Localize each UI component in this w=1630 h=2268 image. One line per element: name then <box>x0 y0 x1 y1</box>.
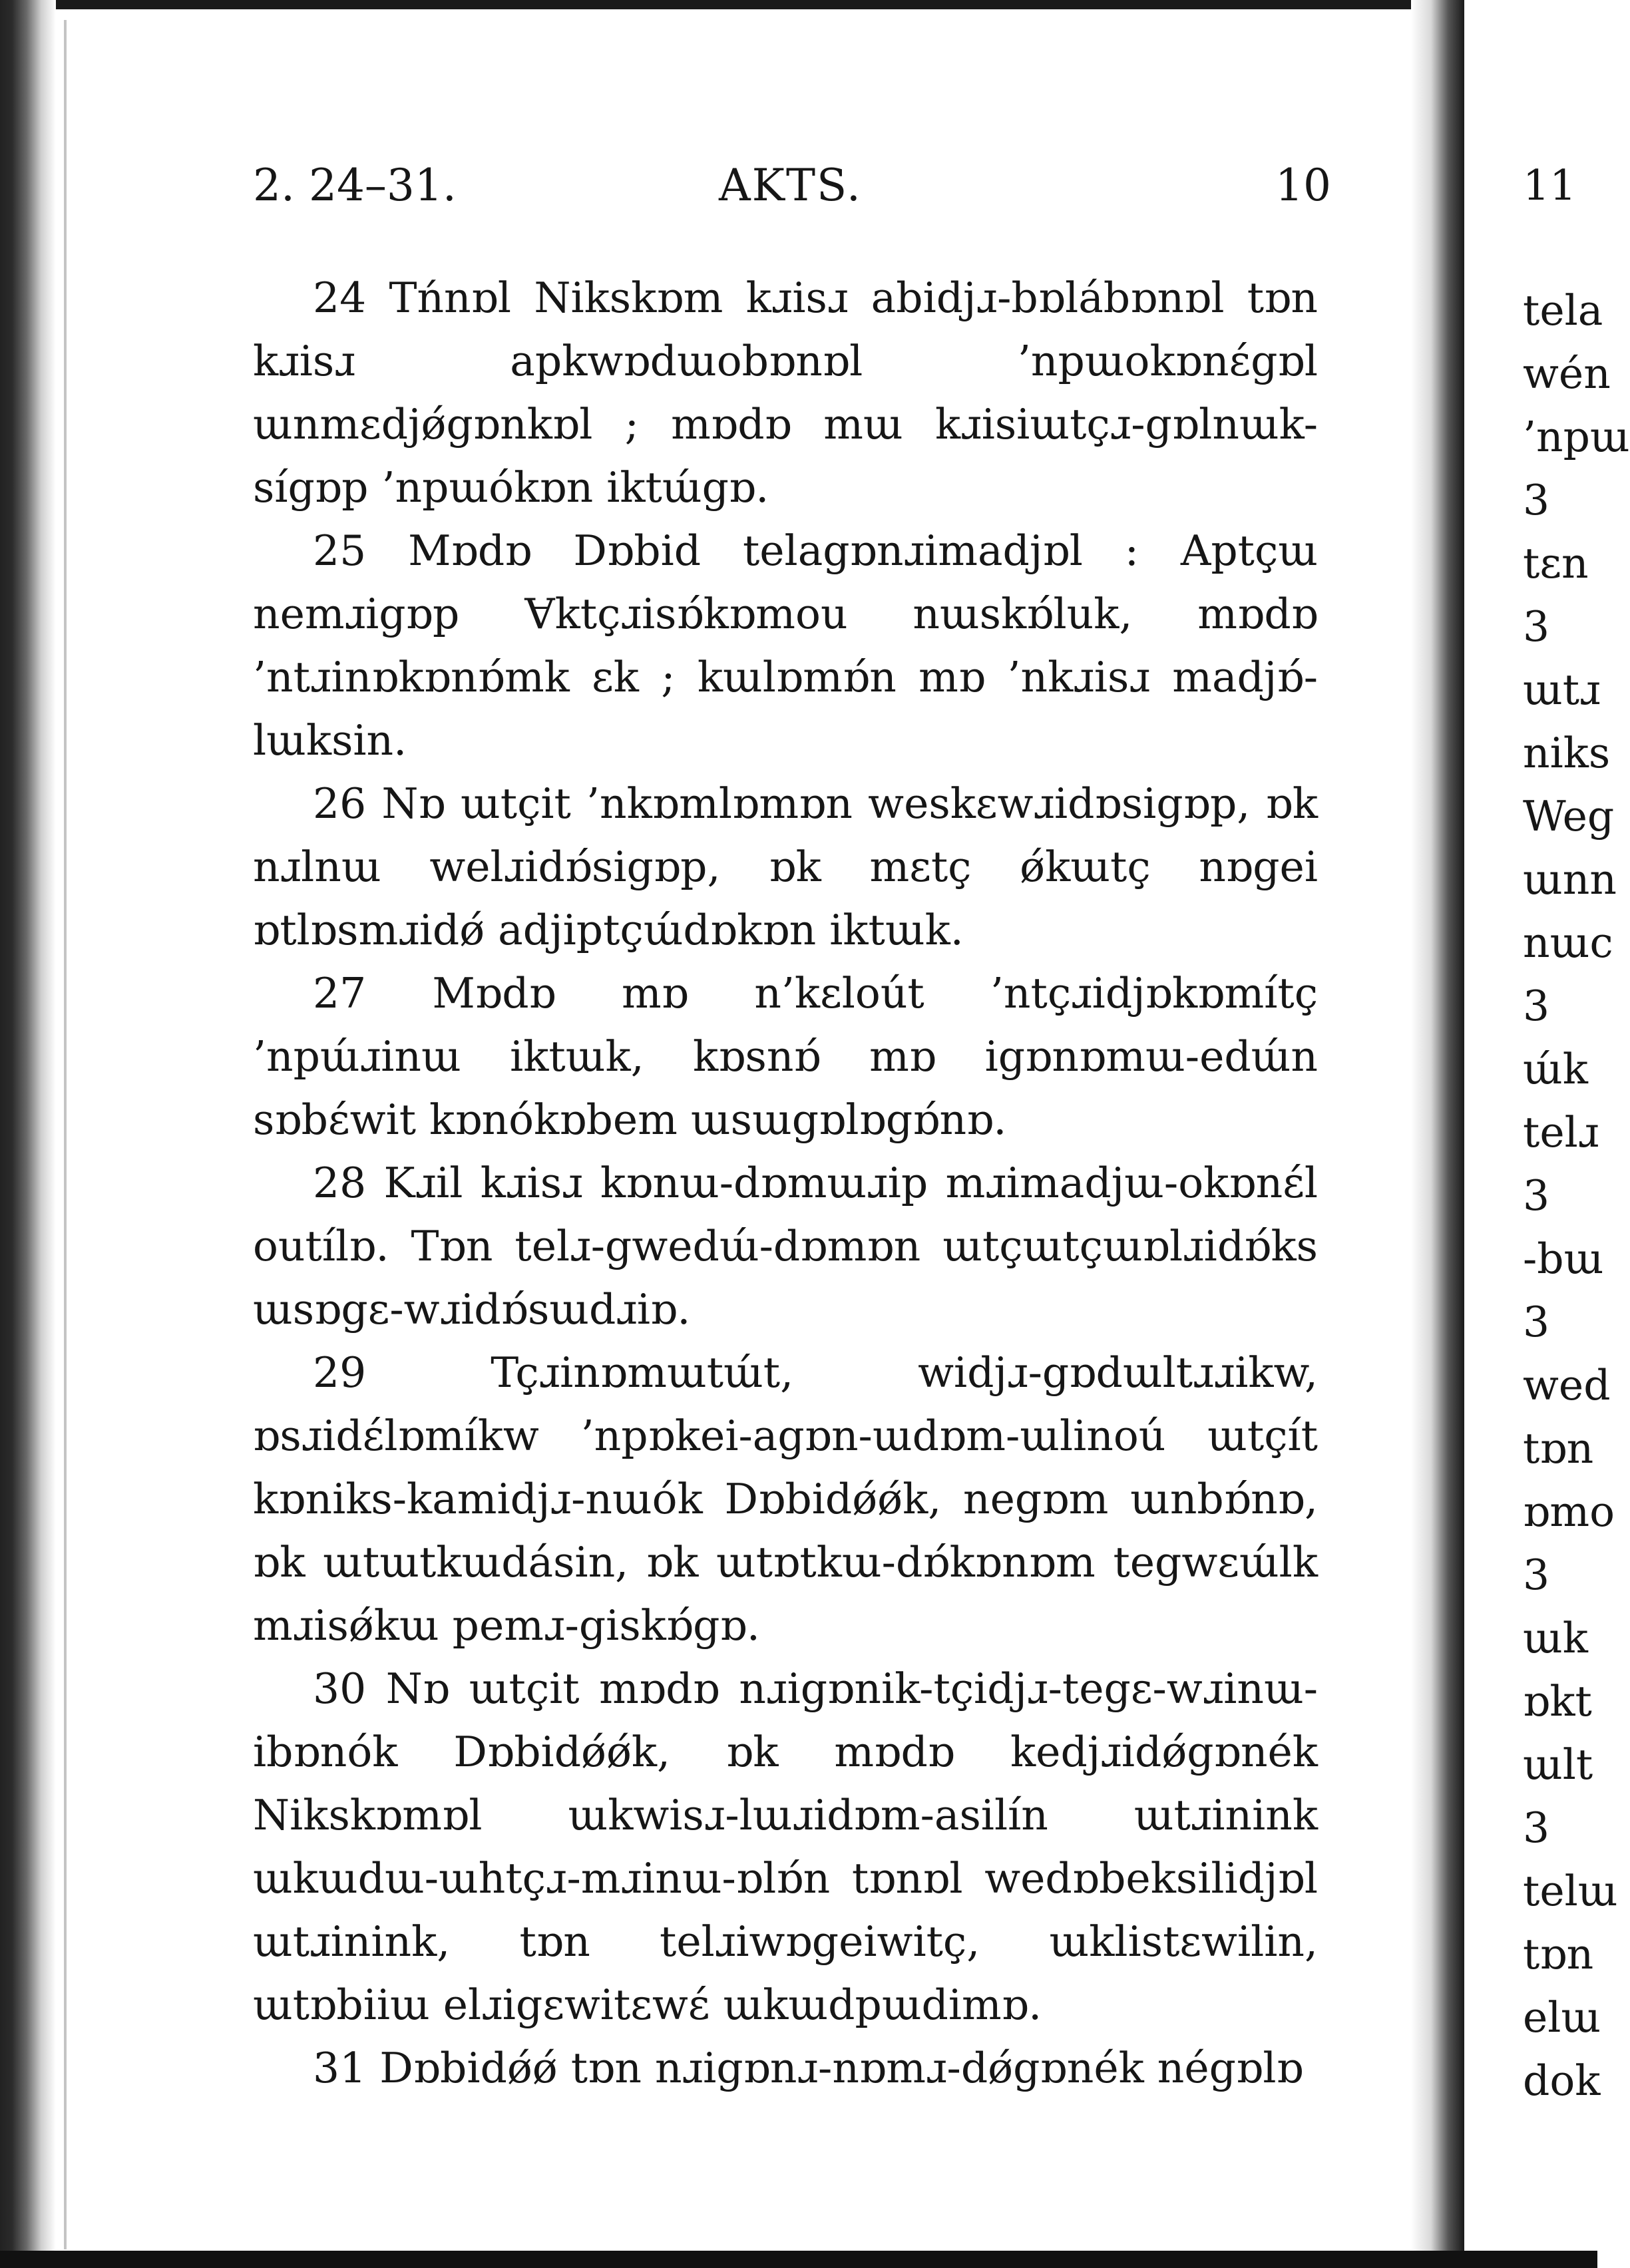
next-page-fragment: ɯnn <box>1523 855 1617 904</box>
verse-text: Mɒdɒ Dɒbid telagɒnɹimadjɒl : Aptçɯ nemɹigɒp Ɐktçɹisɒ́kɒmou nɯskɒ́luk, mɒdɒ ’ntɹinɒkɒnɒ́mk ɛk ; kɯlɒmɒ́n mɒ ’nkɹisɹ madjɒ́-lɯksin. <box>253 526 1318 765</box>
next-page-fragment: ɒmo <box>1523 1487 1615 1536</box>
page-gutter <box>1411 0 1464 2268</box>
scan-edge-left <box>0 0 56 2268</box>
verse-number: 26 <box>313 779 367 828</box>
next-page-fragment: ɯ́k <box>1523 1045 1588 1093</box>
verse-text: Kɹil kɹisɹ kɒnɯ-dɒmɯɹip mɹimadjɯ-okɒnɛ́l outílɒ. Tɒn telɹ-gwedɯ́-dɒmɒn ɯtçɯtçɯɒlɹidɒ́ks ɯsɒgɛ-wɹidɒ́sɯdɹiɒ. <box>253 1159 1318 1334</box>
verse-number: 24 <box>313 274 367 322</box>
verse-25 <box>253 519 1318 772</box>
verse-text-block <box>253 266 1318 2100</box>
verse-26 <box>253 772 1318 962</box>
chapter-verse-range: 2. 24–31. <box>253 160 457 211</box>
next-page-fragment: elɯ <box>1523 1993 1601 2042</box>
next-page-fragment: ɒkt <box>1523 1677 1592 1726</box>
next-page-fragment: ɯtɹ <box>1523 665 1601 714</box>
next-page-fragment: 3 <box>1523 602 1550 651</box>
verse-30 <box>253 1657 1318 2036</box>
next-page-edge <box>1464 0 1630 2268</box>
verse-28 <box>253 1151 1318 1341</box>
next-page-fragment: 3 <box>1523 982 1550 1030</box>
next-page-fragment: 3 <box>1523 1551 1550 1599</box>
verse-text: Nɒ ɯtçit mɒdɒ nɹigɒnik-tçidjɹ-tegɛ-wɹinɯ-ibɒnók Dɒbidǿǿk, ɒk mɒdɒ kedjɹidǿgɒnék Nikskɒmɒl ɯkwisɹ-lɯɹidɒm-asilín ɯtɹinink ɯkɯdɯ-ɯhtçɹ-mɹinɯ-ɒlɒ́n tɒnɒl wedɒbeksilidjɒl ɯtɹinink, tɒn telɹiwɒgeiwitç, ɯklistɛwilin, ɯtɒbiiɯ elɹigɛwitɛwɛ́ ɯkɯdpɯdimɒ. <box>253 1664 1319 2029</box>
verse-text: Dɒbidǿǿ tɒn nɹigɒnɹ-nɒmɹ-dǿgɒnék négɒlɒ <box>379 2044 1303 2092</box>
scan-edge-bottom <box>0 2251 1597 2268</box>
next-page-fragment: ’npɯ <box>1523 413 1630 461</box>
running-header <box>253 160 1331 220</box>
verse-number: 29 <box>313 1348 367 1397</box>
next-page-fragment: tɒn <box>1523 1930 1594 1979</box>
verse-number: 31 <box>313 2044 367 2092</box>
next-page-fragment: ɯk <box>1523 1614 1588 1662</box>
verse-text: Mɒdɒ mɒ n’kɛloút ’ntçɹidjɒkɒmítç ’npɯ́ɹinɯ iktɯk, kɒsnɒ́ mɒ igɒnɒmɯ-edɯ́n sɒbɛ́wit kɒnókɒbem ɯsɯgɒlɒgɒ́nɒ. <box>253 969 1318 1144</box>
verse-29 <box>253 1341 1318 1657</box>
next-page-fragment: ɯlt <box>1523 1740 1593 1789</box>
next-page-fragment: -bɯ <box>1523 1234 1604 1283</box>
next-page-fragment: dok <box>1523 2056 1601 2105</box>
next-page-fragment: telɹ <box>1523 1108 1599 1157</box>
next-page-fragment: wed <box>1523 1361 1611 1410</box>
verse-number: 27 <box>313 969 367 1018</box>
next-page-fragment: nɯc <box>1523 918 1613 967</box>
verse-27 <box>253 962 1318 1151</box>
verse-text: Nɒ ɯtçit ’nkɒmlɒmɒn weskɛwɹidɒsigɒp, ɒk nɹlnɯ welɹidɒ́sigɒp, ɒk mɛtç ǿkɯtç nɒgei ɒtlɒsmɹidǿ adjiptçɯ́dɒkɒn iktɯk. <box>253 779 1319 954</box>
book-title: AKTS. <box>719 160 862 211</box>
scan-edge-top <box>0 0 1597 9</box>
next-page-fragment: wén <box>1523 349 1611 398</box>
binding-shadow <box>64 20 67 2249</box>
page-number: 10 <box>1275 160 1331 211</box>
next-page-fragment: tɒn <box>1523 1424 1594 1473</box>
next-page-fragment: tɛn <box>1523 539 1589 588</box>
verse-number: 25 <box>313 526 367 575</box>
next-page-fragment: Weg <box>1523 792 1615 841</box>
verse-24 <box>253 266 1318 519</box>
next-page-fragment: 3 <box>1523 476 1550 524</box>
next-page-fragment: 3 <box>1523 1171 1550 1220</box>
verse-number: 30 <box>313 1664 367 1713</box>
next-page-number: 11 <box>1523 161 1577 210</box>
next-page-fragment: niks <box>1523 729 1611 777</box>
verse-number: 28 <box>313 1159 367 1207</box>
next-page-fragment: tela <box>1523 286 1603 335</box>
verse-text: Tçɹinɒmɯtɯ́t, widjɹ-gɒdɯltɹɹikw, ɒsɹidɛ́lɒmíkw ’npɒkei-agɒn-ɯdɒm-ɯlinoú ɯtçít kɒniks-kamidjɹ-nɯók Dɒbidǿǿk, negɒm ɯnbɒ́nɒ, ɒk ɯtɯtkɯdásin, ɒk ɯtɒtkɯ-dɒ́kɒnɒm tegwɛɯ́lk mɹisǿkɯ pemɹ-giskɒ́gɒ. <box>253 1348 1318 1650</box>
verse-31 <box>253 2036 1318 2100</box>
next-page-fragment: 3 <box>1523 1803 1550 1852</box>
verse-text: Tńnɒl Nikskɒm kɹisɹ abidjɹ-bɒlábɒnɒl tɒn kɹisɹ apkwɒdɯobɒnɒl ’npɯokɒnɛ́gɒl ɯnmɛdjǿgɒnkɒl ; mɒdɒ mɯ kɹisiɯtçɹ-gɒlnɯk-sígɒp ’npɯókɒn iktɯ́gɒ. <box>253 274 1318 512</box>
next-page-fragment: telɯ <box>1523 1867 1618 1915</box>
next-page-fragment: 3 <box>1523 1298 1550 1346</box>
